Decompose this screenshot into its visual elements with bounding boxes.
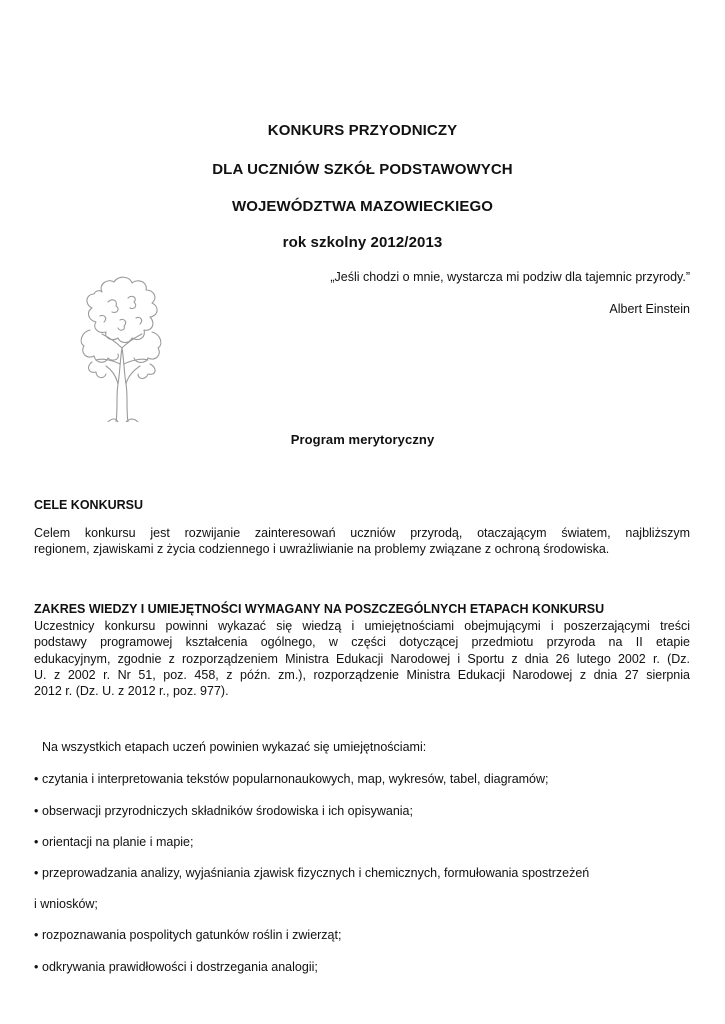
goals-line-1: Celem konkursu jest rozwijanie zainteresowań uczniów przyrodą, otaczającym światem, najbliższym [34, 526, 690, 540]
skill-item-text: orientacji na planie i mapie; [42, 835, 194, 849]
skills-intro: Na wszystkich etapach uczeń powinien wykazać się umiejętnościami: [42, 740, 427, 754]
bullet-icon: • [34, 960, 39, 974]
skill-item-4 [34, 866, 589, 880]
title-line-3: WOJEWÓDZTWA MAZOWIECKIEGO [231, 198, 494, 215]
title-line-1: KONKURS PRZYODNICZY [267, 122, 458, 139]
skill-item-2 [34, 804, 413, 818]
scope-line-1: Uczestnicy konkursu powinni wykazać się wiedzą i umiejętnościami obejmującymi i poszerzającymi treści [34, 619, 690, 633]
scope-heading: ZAKRES WIEDZY I UMIEJĘTNOŚCI WYMAGANY NA POSZCZEGÓLNYCH ETAPACH KONKURSU [34, 602, 605, 616]
bullet-icon: • [34, 772, 39, 786]
epigraph-author: Albert Einstein [609, 302, 690, 316]
skill-item-text: czytania i interpretowania tekstów popularnonaukowych, map, wykresów, tabel, diagramów; [42, 772, 549, 786]
skill-item-4-continuation: i wniosków; [34, 897, 98, 911]
skill-item-1 [34, 772, 549, 786]
title-line-2: DLA UCZNIÓW SZKÓŁ PODSTAWOWYCH [212, 161, 513, 178]
scope-line-3: edukacyjnym, zgodnie z rozporządzeniem Ministra Edukacji Narodowej i Sportu z dnia 26 lutego 2002 r. (Dz. [34, 651, 690, 666]
goals-paragraph [34, 525, 690, 558]
skill-item-text: rozpoznawania pospolitych gatunków roślin i zwierząt; [42, 928, 342, 942]
epigraph-quote: „Jeśli chodzi o mnie, wystarcza mi podziw dla tajemnic przyrody.” [330, 270, 690, 284]
school-year: rok szkolny 2012/2013 [282, 234, 443, 251]
scope-line-4: U. z 2002 r. Nr 51, poz. 458, z późn. zm.), rozporządzenie Ministra Edukacji Narodowej z dnia 27 sierpnia [34, 667, 690, 682]
skill-item-text: przeprowadzania analizy, wyjaśniania zjawisk fizycznych i chemicznych, formułowania spostrzeżeń [42, 866, 590, 880]
bullet-icon: • [34, 804, 39, 818]
bullet-icon: • [34, 866, 39, 880]
bullet-icon: • [34, 928, 39, 942]
goals-heading: CELE KONKURSU [34, 498, 144, 512]
skill-item-text: obserwacji przyrodniczych składników środowiska i ich opisywania; [42, 804, 413, 818]
program-title: Program merytoryczny [290, 432, 435, 447]
skill-item-5 [34, 928, 341, 942]
skill-item-text: odkrywania prawidłowości i dostrzegania analogii; [42, 960, 318, 974]
bullet-icon: • [34, 835, 39, 849]
tree-icon [72, 272, 172, 422]
skill-item-3 [34, 835, 193, 849]
scope-line-2: podstawy programowej kształcenia ogólnego, w części dotyczącej przedmiotu przyroda na II etapie [34, 635, 690, 650]
goals-line-2: regionem, zjawiskami z życia codziennego i uwrażliwianie na problemy związane z ochroną środowiska. [34, 542, 610, 557]
scope-paragraph [34, 618, 690, 699]
skill-item-6 [34, 960, 318, 974]
scope-line-5: 2012 r. (Dz. U. z 2012 r., poz. 977). [34, 684, 229, 699]
